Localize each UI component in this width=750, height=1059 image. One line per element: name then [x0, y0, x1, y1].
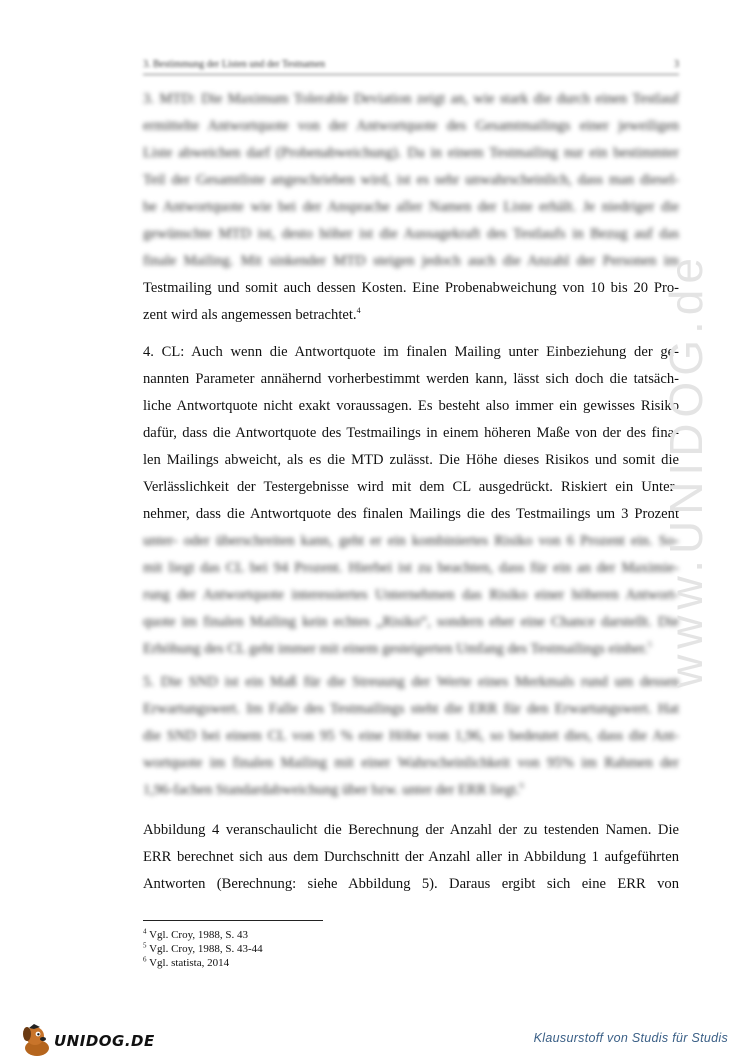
text-line: nehmer, dass die Antwortquote des finalen Mailings die des Testmailings um 3 Prozent: [143, 506, 679, 522]
text-line: ERR berechnet sich aus dem Durchschnitt der Anzahl aller in Abbildung 1 aufgeführten: [143, 849, 679, 865]
paragraph-abbildung: [143, 817, 679, 898]
footnote: [143, 942, 263, 956]
blurred-text-block: [143, 528, 679, 663]
header-page-number: 3: [674, 59, 679, 70]
text-line: Teil der Gesamtliste angeschrieben wird, ist es sehr unwahrscheinlich, dass man diesel-: [143, 172, 679, 188]
text-line: ermittelte Antwortquote von der Antwortquote des Gesamtmailings einer jeweiligen: [143, 118, 679, 134]
text-line: liche Antwortquote nicht exakt voraussagen. Es besteht also immer ein gewisses Risiko: [143, 398, 679, 414]
header-chapter-title: 3. Bestimmung der Listen und der Testnamen: [143, 59, 326, 70]
footnote-number: 5: [143, 941, 147, 950]
text-line: len Mailings abweicht, als es die MTD zulässt. Die Höhe dieses Risikos und somit die: [143, 452, 679, 468]
text-line: [143, 302, 679, 329]
text-line: nannten Parameter annähernd vorherbestimmt werden kann, lässt sich doch die tatsäch-: [143, 371, 679, 387]
text-line: quote im finalen Mailing kein echtes „Risiko“, sondern eher eine Chance darstellt. Die: [143, 614, 679, 630]
footnote-divider: [143, 920, 323, 921]
footnote: [143, 956, 263, 970]
text-line: 5. Die SND ist ein Maß für die Streuung der Werte eines Merkmals rund um dessen: [143, 674, 679, 690]
text-line: wortquote im finalen Mailing mit einer Wahrscheinlichkeit von 95% im Rahmen der: [143, 755, 679, 771]
logo-text: UNIDOG.DE: [54, 1032, 155, 1050]
footnote-text: Vgl. Croy, 1988, S. 43: [149, 929, 248, 941]
footnote-ref: 5: [647, 640, 652, 650]
text-line: unter- oder überschreiten kann, geht er ein kombiniertes Risiko von 6 Prozent ein. So-: [143, 533, 679, 549]
footnote: [143, 928, 263, 942]
tagline: Klausurstoff von Studis für Studis: [533, 1031, 728, 1045]
footnote-text: Vgl. Croy, 1988, S. 43-44: [149, 943, 263, 955]
text-line: finale Mailing. Mit sinkender MTD steigen jedoch auch die Anzahl der Personen im: [143, 253, 679, 269]
unidog-logo[interactable]: [20, 1022, 160, 1058]
text-line: 4. CL: Auch wenn die Antwortquote im finalen Mailing unter Einbeziehung der ge-: [143, 344, 679, 360]
text-line: 3. MTD: Die Maximum Tolerable Deviation zeigt an, wie stark die durch einen Testlauf: [143, 91, 679, 107]
footnote-text: Vgl. statista, 2014: [149, 957, 230, 969]
text-line: be Antwortquote wie bei der Ansprache aller Namen der Liste erhält. Je niedriger die: [143, 199, 679, 215]
blurred-text-block: [143, 86, 679, 275]
footnote-ref: 4: [356, 306, 361, 316]
text-line: mit liegt das CL bei 94 Prozent. Hierbei ist zu beachten, dass für ein an der Maximie-: [143, 560, 679, 576]
footnote-number: 4: [143, 927, 147, 936]
text-fragment: Erhöhung des CL geht immer mit einem gesteigerten Umfang des Testmailings einher.: [143, 641, 648, 657]
text-line: Antworten (Berechnung: siehe Abbildung 5). Daraus ergibt sich eine ERR von: [143, 876, 679, 892]
text-fragment: 1,96-fachen Standardabweichung über bzw. unter der ERR liegt.: [143, 782, 520, 798]
text-line: die SND bei einem CL von 95 % eine Höhe von 1,96, so bedeutet dies, dass die Ant-: [143, 728, 679, 744]
running-header: [143, 58, 679, 75]
paragraph-snd: [143, 669, 679, 804]
watermark: www.UNIDOG.de: [660, 252, 712, 688]
text-line: Testmailing und somit auch dessen Kosten. Eine Probenabweichung von 10 bis 20 Pro-: [143, 280, 679, 296]
text-line: Verlässlichkeit der Testergebnisse wird mit dem CL ausgedrückt. Riskiert ein Unter-: [143, 479, 679, 495]
text-line: Erwartungswert. Im Falle des Testmailings steht die ERR für den Erwartungswert. Hat: [143, 701, 679, 717]
footnotes: [143, 928, 263, 970]
dog-mascot-icon: [20, 1022, 54, 1058]
text-line: dafür, dass die Antwortquote des Testmailings in einem höheren Maße von der des fina-: [143, 425, 679, 441]
text-fragment: zent wird als angemessen betrachtet.: [143, 307, 357, 323]
text-line: rung der Antwortquote interessiertes Unternehmen das Risiko einer höheren Antwort-: [143, 587, 679, 603]
text-line: Abbildung 4 veranschaulicht die Berechnung der Anzahl der zu testenden Namen. Die: [143, 822, 679, 838]
footnote-number: 6: [143, 955, 147, 964]
text-line: [143, 777, 679, 804]
text-line: gewünschte MTD ist, desto höher ist die Aussagekraft des Testlaufs in Bezug auf das: [143, 226, 679, 242]
text-line: [143, 636, 679, 663]
text-line: Liste abweichen darf (Probenabweichung). Da in einem Testmailing nur ein bestimmter: [143, 145, 679, 161]
footnote-ref: 6: [519, 781, 524, 791]
paragraph-cl: [143, 339, 679, 663]
paragraph-mtd: [143, 86, 679, 329]
